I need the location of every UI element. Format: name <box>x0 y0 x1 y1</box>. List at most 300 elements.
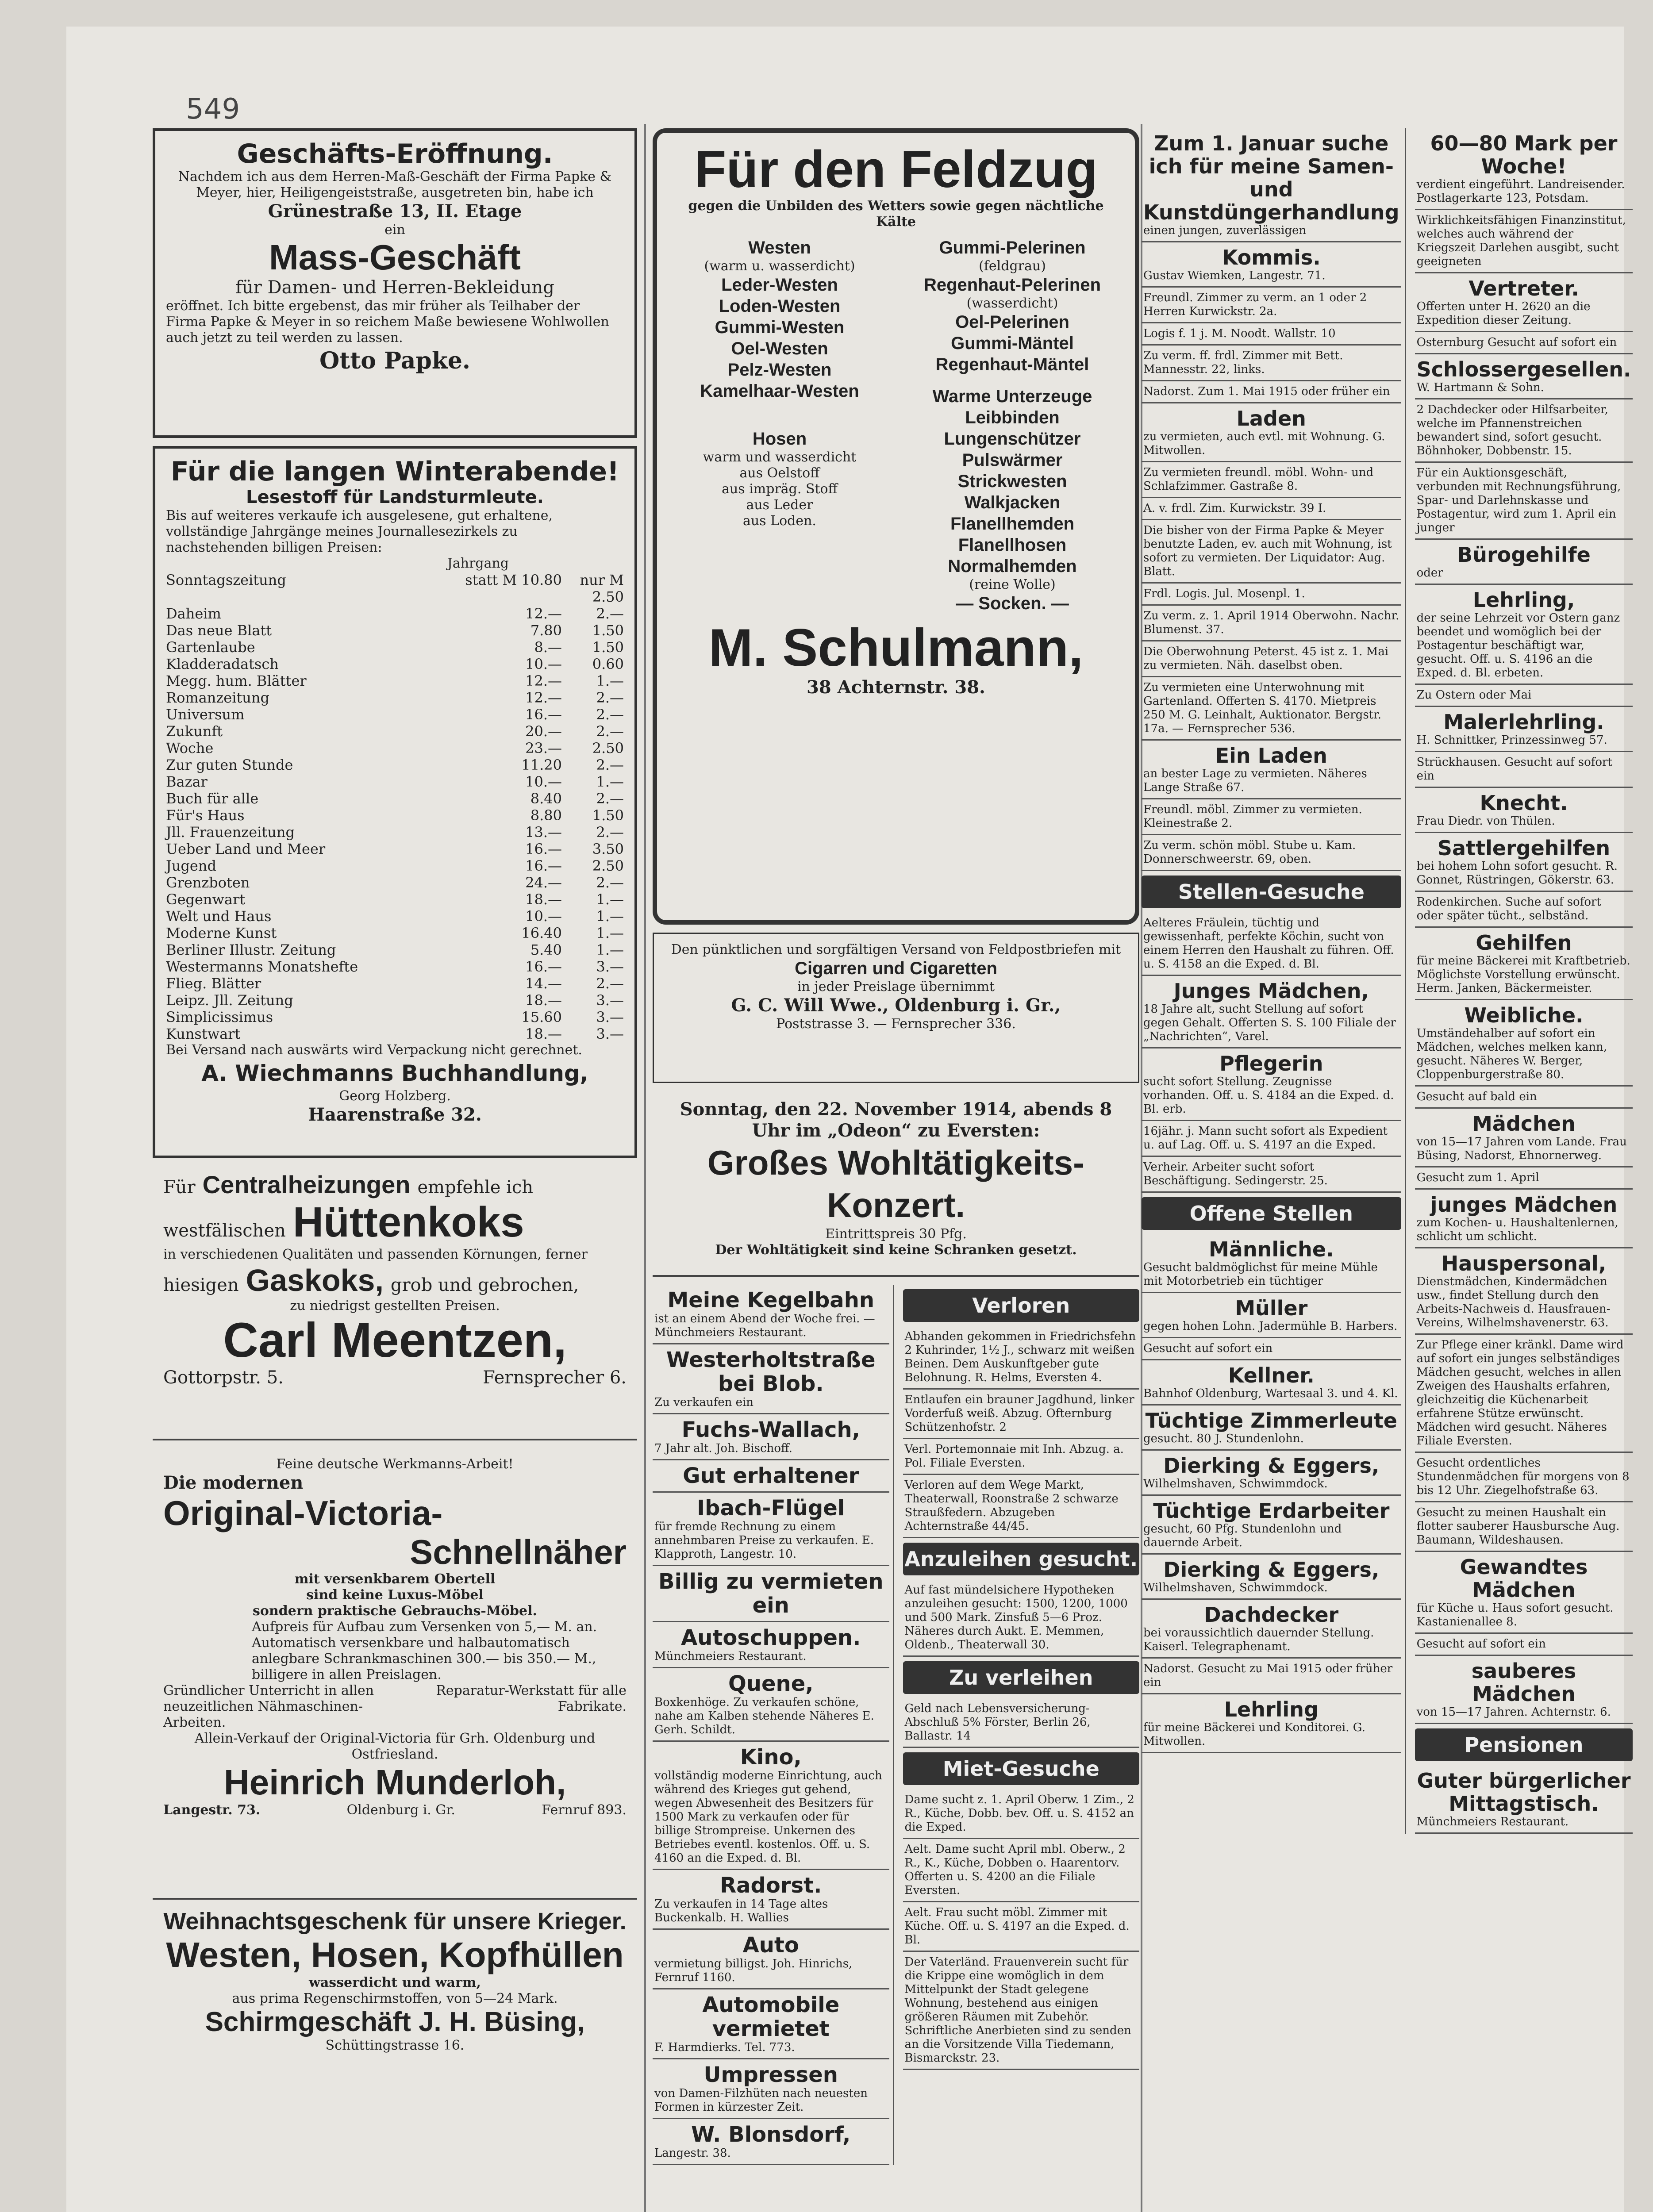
item-old-price: 18.— <box>525 992 562 1009</box>
list-item: aus Leder <box>746 497 813 513</box>
classified-item <box>1415 210 1633 273</box>
list-item <box>166 925 624 941</box>
ad-wiechmanns-buchhandlung <box>153 446 637 1158</box>
list-item <box>166 572 624 605</box>
classified-item <box>1142 242 1401 288</box>
line <box>163 1683 627 1731</box>
classified-text: Zu verm. schön möbl. Stube u. Kam. Donnerschweerstr. 69, oben. <box>1143 839 1356 866</box>
item-new-price: 3.— <box>596 958 624 975</box>
classified-headline: Tüchtige Zimmerleute <box>1145 1409 1398 1432</box>
classified-item <box>1415 354 1633 399</box>
classified-text: Frau Diedr. von Thülen. <box>1416 814 1555 828</box>
classified-headline: Mädchen <box>1472 1112 1576 1136</box>
list-item: Westen <box>748 238 811 257</box>
section-banner: Pensionen <box>1415 1728 1633 1761</box>
item-old-price: 16.40 <box>521 925 562 941</box>
classified-item <box>1415 1109 1633 1167</box>
classified-text: Gesucht auf sofort ein <box>1416 1637 1546 1651</box>
classified-item <box>1142 1360 1401 1406</box>
classified-text: ist an einem Abend der Woche frei. — Münchmeiers Restaurant. <box>654 1312 875 1339</box>
item-name: Gegenwart <box>166 891 246 908</box>
item-old-price: 7.80 <box>530 622 562 639</box>
classified-text: Der Vaterländ. Frauenverein sucht für die Krippe eine womöglich in dem Mittelpunkt der Stadt gelegene Wohnung, bestehend aus einigen größeren Räumen mit Zubehör. Schriftliche Anerbieten sind zu senden an die Vorsitzende Villa Tiedemann, Bismarckstr. 23. <box>904 1955 1131 2065</box>
classified-item <box>903 1698 1140 1748</box>
item-old-price: 24.— <box>525 874 562 891</box>
classified-text: Wilhelmshaven, Schwimmdock. <box>1143 1477 1328 1490</box>
classified-item <box>1142 323 1401 346</box>
classified-item <box>653 1989 889 2059</box>
classified-text: Aelt. Frau sucht möbl. Zimmer mit Küche. Off. u. S. 4197 an die Exped. d. Bl. <box>904 1906 1130 1947</box>
list-item <box>166 874 624 891</box>
item-name: Grenzboten <box>166 874 250 891</box>
list-item <box>166 841 624 857</box>
classified-text: Gesucht auf sofort ein <box>1143 1342 1273 1355</box>
classified-text: Langestr. 38. <box>654 2147 731 2160</box>
classified-headline: Tüchtige Erdarbeiter <box>1153 1499 1390 1523</box>
ad-text: Bis auf weiteres verkaufe ich ausgelesene, gut erhaltene, vollständige Jahrgänge meines Journallesezirkels zu nachstehenden billigen Preisen: <box>166 508 553 555</box>
classified-item <box>1415 128 1633 210</box>
classified-text: Nadorst. Gesucht zu Mai 1915 oder früher ein <box>1143 1662 1393 1689</box>
classifieds <box>1142 128 1631 1834</box>
classified-text: Nadorst. Zum 1. Mai 1915 oder früher ein <box>1143 385 1390 398</box>
list-left <box>668 237 892 614</box>
item-new-price: 3.50 <box>592 841 624 857</box>
list-item: aus Oelstoff <box>739 465 820 481</box>
classified-text: Aelt. Dame sucht April mbl. Oberw., 2 R., K., Küche, Dobben o. Haarentorv. Offerten u. S. 4200 an die Filiale Eversten. <box>904 1843 1126 1897</box>
classified-text: bei voraussichtlich dauernder Stellung. Kaiserl. Telegraphenamt. <box>1143 1626 1374 1653</box>
classified-item <box>903 1952 1140 2070</box>
classified-text: Wilhelmshaven, Schwimmdock. <box>1143 1581 1328 1594</box>
classified-item <box>653 1930 889 1989</box>
list-item: (reine Wolle) <box>969 577 1056 592</box>
ad-firm: Schirmgeschäft J. H. Büsing, <box>205 2007 585 2037</box>
ad-title: Geschäfts-Eröffnung. <box>237 138 553 169</box>
item-old-price: 16.— <box>525 706 562 723</box>
item-name: Flieg. Blätter <box>166 975 261 992</box>
text: Den pünktlichen und sorgfältigen Versand von Feldpostbriefen mit <box>671 942 1121 957</box>
classified-item <box>1415 1766 1633 1834</box>
classified-item <box>1415 1087 1633 1109</box>
classified-item <box>1142 346 1401 381</box>
text: Die modernen <box>163 1472 304 1493</box>
list-item: Normalhemden <box>948 557 1077 576</box>
item-new-price: 0.60 <box>592 656 624 672</box>
classified-item <box>1415 1656 1633 1724</box>
item-new-price: 3.— <box>596 1025 624 1042</box>
classified-headline: Dachdecker <box>1204 1603 1339 1627</box>
item-name: Daheim <box>166 605 221 622</box>
item-old-price: 18.— <box>525 891 562 908</box>
classified-text: Wirklichkeitsfähigen Finanzinstitut, welches auch während der Kriegszeit Darlehen ausgibt, sucht geeigneten <box>1416 214 1626 268</box>
text: Fernsprecher 6. <box>483 1367 627 1388</box>
text: Allein-Verkauf der Original-Victoria für Grh. Oldenburg und Ostfriesland. <box>194 1731 596 1762</box>
classified-headline: Meine Kegelbahn <box>667 1288 875 1313</box>
classified-item <box>1142 799 1401 835</box>
classified-item <box>1142 1048 1401 1121</box>
classified-text: 18 Jahre alt, sucht Stellung auf sofort gegen Gehalt. Offerten S. S. 100 Filiale der „Nachrichten“, Varel. <box>1143 1002 1396 1043</box>
list-item <box>166 975 624 992</box>
item-new-price: 3.— <box>596 992 624 1009</box>
classified-item <box>1142 1406 1401 1451</box>
item-old-price: 8.— <box>534 639 562 656</box>
text: gegen die Unbilden des Wetters sowie gegen nächtliche Kälte <box>688 198 1104 230</box>
text: Gründlicher Unterricht in allen neuzeitlichen Nähmaschinen-Arbeiten. <box>163 1683 374 1730</box>
classified-text: zum Kochen- u. Haushaltenlernen, schlicht um schlicht. <box>1416 1216 1618 1243</box>
list-item <box>166 622 624 639</box>
text: Für <box>163 1177 196 1198</box>
item-old-price: 23.— <box>525 740 562 757</box>
classified-headline: Bürogehilfe <box>1457 543 1591 567</box>
ad-firm: Carl Meentzen, <box>223 1313 567 1367</box>
list-item: (warm u. wasserdicht) <box>704 258 855 274</box>
classified-text: Rodenkirchen. Suche auf sofort oder später tücht., selbständ. <box>1416 895 1601 922</box>
item-new-price: 1.— <box>596 908 624 925</box>
ad-headline: Westen, Hosen, Kopfhüllen <box>166 1935 624 1974</box>
ad-munderloh <box>153 1448 637 1900</box>
classified-headline: 60—80 Mark per Woche! <box>1430 131 1618 178</box>
classified-headline: Gehilfen <box>1476 931 1572 955</box>
classified-headline: sauberes Mädchen <box>1471 1659 1576 1706</box>
classified-item <box>1142 606 1401 641</box>
classified-headline: Umpressen <box>703 2062 838 2087</box>
item-old-price: 18.— <box>525 1025 562 1042</box>
list-right <box>900 237 1124 614</box>
classified-headline: Schlossergesellen. <box>1416 357 1631 381</box>
line <box>163 1802 627 1818</box>
ad-headline: Original-Victoria- <box>163 1494 443 1532</box>
ad-address: Haarenstraße 32. <box>308 1104 482 1125</box>
classified-text: gegen hohen Lohn. Jadermühle B. Harbers. <box>1143 1320 1398 1333</box>
classified-headline: Guter bürgerlicher Mittagstisch. <box>1417 1769 1631 1816</box>
classified-item <box>1415 463 1633 540</box>
classified-headline: Zum 1. Januar suche ich für meine Samen- und Kunstdüngerhandlung <box>1143 131 1399 224</box>
item-old-price: 8.80 <box>530 807 562 824</box>
classified-headline: junges Mädchen <box>1430 1193 1618 1217</box>
list-item: Oel-Westen <box>731 339 828 358</box>
item-old-price: 12.— <box>525 605 562 622</box>
classified-text: von Damen-Filzhüten nach neuesten Formen in kürzester Zeit. <box>654 2087 868 2114</box>
text: Fernruf 893. <box>542 1802 627 1818</box>
list-item <box>166 706 624 723</box>
text: Oldenburg i. Gr. <box>346 1802 455 1818</box>
item-new-price: 1.50 <box>592 622 624 639</box>
classified-item <box>1142 288 1401 323</box>
ad-text: für Damen- und Herren-Bekleidung <box>235 277 554 298</box>
ad-text: Nachdem ich aus dem Herren-Maß-Geschäft der Firma Papke & Meyer, hier, Heiligengeiststraße, ausgetreten bin, habe ich <box>178 169 612 200</box>
section-banner: Offene Stellen <box>1142 1197 1401 1230</box>
section-banner: Stellen-Gesuche <box>1142 876 1401 908</box>
item-new-price: 1.— <box>596 773 624 790</box>
classified-item <box>1415 1190 1633 1248</box>
classified-item <box>653 1622 889 1668</box>
classified-item <box>1142 1496 1401 1555</box>
line <box>163 1367 627 1388</box>
text: in jeder Preislage übernimmt <box>797 979 995 995</box>
list-item <box>166 807 624 824</box>
column-1 <box>153 128 637 2111</box>
ad-schulmann <box>653 128 1139 925</box>
ad-geschaefts-eroeffnung <box>153 128 637 438</box>
text: westfälischen <box>163 1221 286 1241</box>
classified-item <box>903 1326 1140 1390</box>
ad-address: 38 Achternstr. 38. <box>807 677 985 698</box>
text: Feine deutsche Werkmanns-Arbeit! <box>276 1456 514 1472</box>
classified-item <box>1142 1600 1401 1659</box>
ad-lists <box>668 237 1124 614</box>
item-name: Romanzeitung <box>166 689 269 706</box>
classified-headline: Junges Mädchen, <box>1173 979 1369 1003</box>
classified-item <box>1142 1157 1401 1193</box>
classified-item <box>1142 641 1401 677</box>
line <box>163 1171 627 1198</box>
text: Eintrittspreis 30 Pfg. <box>825 1226 967 1242</box>
list-item <box>166 639 624 656</box>
classified-item <box>1142 677 1401 741</box>
classified-item <box>1142 128 1401 242</box>
list-item: aus Loden. <box>743 513 816 529</box>
text: Gaskoks, <box>246 1263 384 1298</box>
classified-text: Zu vermieten freundl. möbl. Wohn- und Schlafzimmer. Gastraße 8. <box>1143 466 1374 493</box>
price-list <box>166 572 624 1042</box>
item-name: Simplicissimus <box>166 1009 273 1025</box>
item-old-price: 8.40 <box>530 790 562 807</box>
list-item: Oel-Pelerinen <box>955 312 1069 332</box>
ad-headline: Weihnachtsgeschenk für unsere Krieger. <box>163 1908 627 1935</box>
classified-text: sucht sofort Stellung. Zeugnisse vorhanden. Off. u. S. 4184 an die Exped. d. Bl. erb. <box>1143 1075 1394 1116</box>
classifieds-left <box>653 1285 894 2165</box>
item-name: Westermanns Monatshefte <box>166 958 358 975</box>
classified-headline: Weibliche. <box>1464 1003 1584 1027</box>
classified-item <box>653 1870 889 1930</box>
list-item <box>166 992 624 1009</box>
ad-title: Für die langen Winterabende! <box>170 456 619 487</box>
item-new-price: 2.— <box>596 605 624 622</box>
list-item <box>166 824 624 841</box>
classified-text: H. Schnittker, Prinzessinweg 57. <box>1416 733 1607 747</box>
classified-item <box>1142 1555 1401 1600</box>
classified-headline: Radorst. <box>720 1873 822 1898</box>
classified-text: Abhanden gekommen in Friedrichsfehn 2 Kuhrinder, 1½ J., schwarz mit weißen Beinen. Dem Auskunftgeber gute Belohnung. R. Helms, Eversten 4. <box>904 1330 1136 1384</box>
classified-text: 16jähr. j. Mann sucht sofort als Expedient u. auf Lag. Off. u. S. 4197 an die Exped. <box>1143 1125 1388 1152</box>
classified-item <box>1142 403 1401 462</box>
text: Gottorpstr. 5. <box>163 1367 284 1388</box>
list-item <box>166 790 624 807</box>
classified-text: Die Oberwohnung Peterst. 45 ist z. 1. Mai zu vermieten. Näh. daselbst oben. <box>1143 645 1389 672</box>
classified-text: Zu verm. z. 1. April 1914 Oberwohn. Nachr. Blumenst. 37. <box>1143 609 1399 636</box>
item-old-price: 13.— <box>525 824 562 841</box>
classified-item <box>1142 741 1401 799</box>
classified-headline: Männliche. <box>1209 1237 1334 1261</box>
classified-text: Freundl. möbl. Zimmer zu vermieten. Kleinestraße 2. <box>1143 803 1362 830</box>
classified-text: Verheir. Arbeiter sucht sofort Beschäftigung. Sedingerstr. 25. <box>1143 1160 1328 1187</box>
ad-text: Bei Versand nach auswärts wird Verpackung nicht gerechnet. <box>166 1042 582 1058</box>
list-item <box>166 672 624 689</box>
section-banner: Zu verleihen <box>903 1661 1140 1694</box>
text: Sonntag, den 22. November 1914, abends 8 Uhr im „Odeon“ zu Eversten: <box>680 1099 1112 1141</box>
classified-item <box>1142 1659 1401 1694</box>
item-new-price: 2.— <box>596 723 624 740</box>
classified-item <box>1142 835 1401 871</box>
list-item: (wasserdicht) <box>966 296 1058 311</box>
ad-firm: G. C. Will Wwe., Oldenburg i. Gr., <box>731 995 1061 1016</box>
classified-text: Gesucht baldmöglichst für meine Mühle mit Motorbetrieb ein tüchtiger <box>1143 1261 1378 1288</box>
item-new-price: 1.— <box>596 941 624 958</box>
item-name: Zur guten Stunde <box>166 757 293 773</box>
item-old-price: 12.— <box>525 672 562 689</box>
list-item: Walkjacken <box>964 493 1061 512</box>
item-new-price: 1.50 <box>592 807 624 824</box>
item-name: Berliner Illustr. Zeitung <box>166 941 336 958</box>
classified-headline: Fuchs-Wallach, <box>681 1417 860 1442</box>
ad-text: eröffnet. Ich bitte ergebenst, das mir früher als Teilhaber der Firma Papke & Meyer in so reichem Maße bewiesene Wohlwollen auch jetzt zu teil werden zu lassen. <box>166 298 609 346</box>
list-item: (feldgrau) <box>979 258 1046 274</box>
classified-item <box>1142 1293 1401 1338</box>
list-item: Gummi-Pelerinen <box>939 238 1086 257</box>
classified-text: gesucht, 60 Pfg. Stundenlohn und dauernde Arbeit. <box>1143 1522 1342 1549</box>
page-number: 549 <box>186 93 240 126</box>
list-item <box>166 1025 624 1042</box>
classified-text: Gustav Wiemken, Langestr. 71. <box>1143 269 1326 282</box>
classified-text: vollständig moderne Einrichtung, auch während des Krieges gut gehend, wegen Abwesenheit des Besitzers für 1500 Mark zu verkaufen oder für billige Strompreise. Unkernen des Betriebes eventl. kostenlos. Off. u. S. 4160 an die Exped. d. Bl. <box>654 1769 882 1865</box>
classified-headline: Quene, <box>728 1671 814 1696</box>
classified-item <box>903 1475 1140 1538</box>
classified-item <box>653 1344 889 1414</box>
classified-headline: Gewandtes Mädchen <box>1460 1555 1588 1602</box>
classified-headline: Westerholtstraße bei Blob. <box>666 1348 876 1396</box>
classified-text: Verloren auf dem Wege Markt, Theaterwall, Roonstraße 2 schwarze Straußfedern. Abzugeben Achternstraße 44/45. <box>904 1479 1119 1533</box>
list-item: aus impräg. Stoff <box>722 481 838 497</box>
item-old-price: 10.— <box>525 656 562 672</box>
classified-item <box>1415 685 1633 707</box>
item-new-price: nur M 2.50 <box>580 572 624 605</box>
text: wasserdicht und warm, <box>309 1975 481 1990</box>
text: Aufpreis für Aufbau zum Versenken von 5,— M. an. Automatisch versenkbare und halbautomatisch anlegbare Schrankmaschinen 300.— bis 350.— M., billigere in allen Preislagen. <box>252 1619 597 1682</box>
ad-firm: M. Schulmann, <box>708 618 1084 677</box>
item-new-price: 2.— <box>596 975 624 992</box>
classified-item <box>1142 498 1401 520</box>
list-item <box>166 689 624 706</box>
item-old-price: 12.— <box>525 689 562 706</box>
classified-text: für fremde Rechnung zu einem annehmbaren Preise zu verkaufen. E. Klapproth, Langestr. 10. <box>654 1520 874 1561</box>
classified-item <box>1142 913 1401 976</box>
classified-item <box>1415 540 1633 585</box>
classified-text: Verl. Portemonnaie mit Inh. Abzug. a. Pol. Filiale Eversten. <box>904 1443 1124 1470</box>
text: Reparatur-Werkstatt für alle Fabrikate. <box>436 1683 627 1714</box>
classified-headline: Automobile vermietet <box>702 1993 840 2041</box>
item-new-price: 2.— <box>596 824 624 841</box>
ad-owner: Georg Holzberg. <box>339 1088 451 1104</box>
text: Centralheizungen <box>202 1171 411 1198</box>
classified-item <box>1142 1234 1401 1293</box>
classified-item <box>1142 1338 1401 1360</box>
classified-text: Die bisher von der Firma Papke & Meyer benutzte Laden, ev. auch mit Wohnung, ist sofort zu vermieten. Der Liquidator: Aug. Blatt. <box>1143 524 1392 578</box>
classified-item <box>1415 399 1633 463</box>
classified-item <box>1415 788 1633 833</box>
item-new-price: 2.— <box>596 790 624 807</box>
item-new-price: 2.— <box>596 874 624 891</box>
ad-will-wwe <box>653 933 1139 1083</box>
text: Poststrasse 3. — Fernsprecher 336. <box>776 1016 1016 1032</box>
list-item: Regenhaut-Mäntel <box>935 355 1089 374</box>
item-new-price: 3.— <box>596 1009 624 1025</box>
classified-headline: Ibach-Flügel <box>697 1496 845 1521</box>
column-3 <box>1142 128 1631 1834</box>
classified-headline: Ein Laden <box>1215 744 1327 768</box>
ad-title: Großes Wohltätigkeits-Konzert. <box>707 1143 1085 1225</box>
classified-item <box>1415 707 1633 752</box>
classified-item <box>1142 520 1401 584</box>
item-old-price: 20.— <box>525 723 562 740</box>
classified-text: für meine Bäckerei mit Kraftbetrieb. Möglichste Vorstellung erwünscht. Herm. Janken, Bäckermeister. <box>1416 954 1630 995</box>
list-item <box>166 773 624 790</box>
ad-address: Grünestraße 13, II. Etage <box>268 201 522 222</box>
classified-text: Zu Ostern oder Mai <box>1416 688 1532 702</box>
text: Der Wohltätigkeit sind keine Schranken gesetzt. <box>715 1242 1077 1258</box>
classified-text: vermietung billigst. Joh. Hinrichs, Fernruf 1160. <box>654 1957 853 1984</box>
text: aus prima Regenschirmstoffen, von 5—24 Mark. <box>232 1991 558 2006</box>
item-name: Moderne Kunst <box>166 925 277 941</box>
list-item: Leder-Westen <box>721 275 838 295</box>
classified-item <box>1415 928 1633 1000</box>
list-item: — Socken. — <box>956 594 1069 613</box>
list-item <box>166 605 624 622</box>
classified-item <box>1415 1248 1633 1335</box>
item-new-price: 1.50 <box>592 639 624 656</box>
text: Cigarren und Cigaretten <box>795 959 997 978</box>
classified-text: Gesucht zum 1. April <box>1416 1171 1539 1184</box>
classified-item <box>653 1493 889 1566</box>
item-name: Kunstwart <box>166 1025 241 1042</box>
ad-carl-meentzen <box>153 1166 637 1440</box>
item-old-price: 16.— <box>525 841 562 857</box>
classified-text: von 15—17 Jahren. Achternstr. 6. <box>1416 1705 1611 1719</box>
classified-text: Geld nach Lebensversicherung-Abschluß 5% Förster, Berlin 26, Ballastr. 14 <box>904 1702 1091 1743</box>
ad-signature: Otto Papke. <box>319 347 471 374</box>
classified-item <box>1415 332 1633 354</box>
classified-item <box>653 2119 889 2165</box>
classified-item <box>1415 752 1633 788</box>
item-name: Sonntagszeitung <box>166 572 286 588</box>
classified-text: Zu verm. ff. frdl. Zimmer mit Bett. Mannesstr. 22, links. <box>1143 349 1343 376</box>
classified-text: Entlaufen ein brauner Jagdhund, linker Vorderfuß weiß. Abzug. Ofternburg Schützenhofstr. 2 <box>904 1393 1134 1434</box>
item-old-price: 14.— <box>525 975 562 992</box>
item-name: Jll. Frauenzeitung <box>166 824 295 841</box>
classified-headline: Laden <box>1236 407 1306 430</box>
text: hiesigen <box>163 1275 239 1295</box>
classified-headline: Vertreter. <box>1468 276 1579 300</box>
list-item <box>166 1009 624 1025</box>
item-name: Leipz. Jll. Zeitung <box>166 992 293 1009</box>
classified-text: gesucht. 80 J. Stundenlohn. <box>1143 1432 1304 1445</box>
list-item: Regenhaut-Pelerinen <box>923 275 1101 295</box>
ad-konzert <box>653 1091 1139 1277</box>
line <box>163 1198 627 1247</box>
classified-text: Umständehalber auf sofort ein Mädchen, welches melken kann, gesucht. Näheres W. Berger, Cloppenburgerstraße 80. <box>1416 1027 1607 1081</box>
item-new-price: 1.— <box>596 891 624 908</box>
list-item <box>166 908 624 925</box>
classified-headline: Sattlergehilfen <box>1437 836 1611 860</box>
classified-text: Für ein Auktionsgeschäft, verbunden mit Rechnungsführung, Spar- und Darlehnskasse und Postagentur, wird zum 1. April ein junger <box>1416 466 1621 534</box>
classified-text: Aelteres Fräulein, tüchtig und gewissenhaft, perfekte Köchin, sucht von einem Herren den Haushalt zu führen. Off. u. S. 4158 an die Exped. d. Bl. <box>1143 916 1394 971</box>
item-new-price: 2.50 <box>592 740 624 757</box>
classified-item <box>903 1580 1140 1657</box>
classified-headline: Autoschuppen. <box>681 1625 861 1650</box>
ad-buesing <box>153 1908 637 2111</box>
classified-text: Münchmeiers Restaurant. <box>654 1650 807 1663</box>
text: Schüttingstrasse 16. <box>325 2038 465 2053</box>
ad-title: Für den Feldzug <box>694 140 1098 199</box>
spacer <box>668 402 892 428</box>
